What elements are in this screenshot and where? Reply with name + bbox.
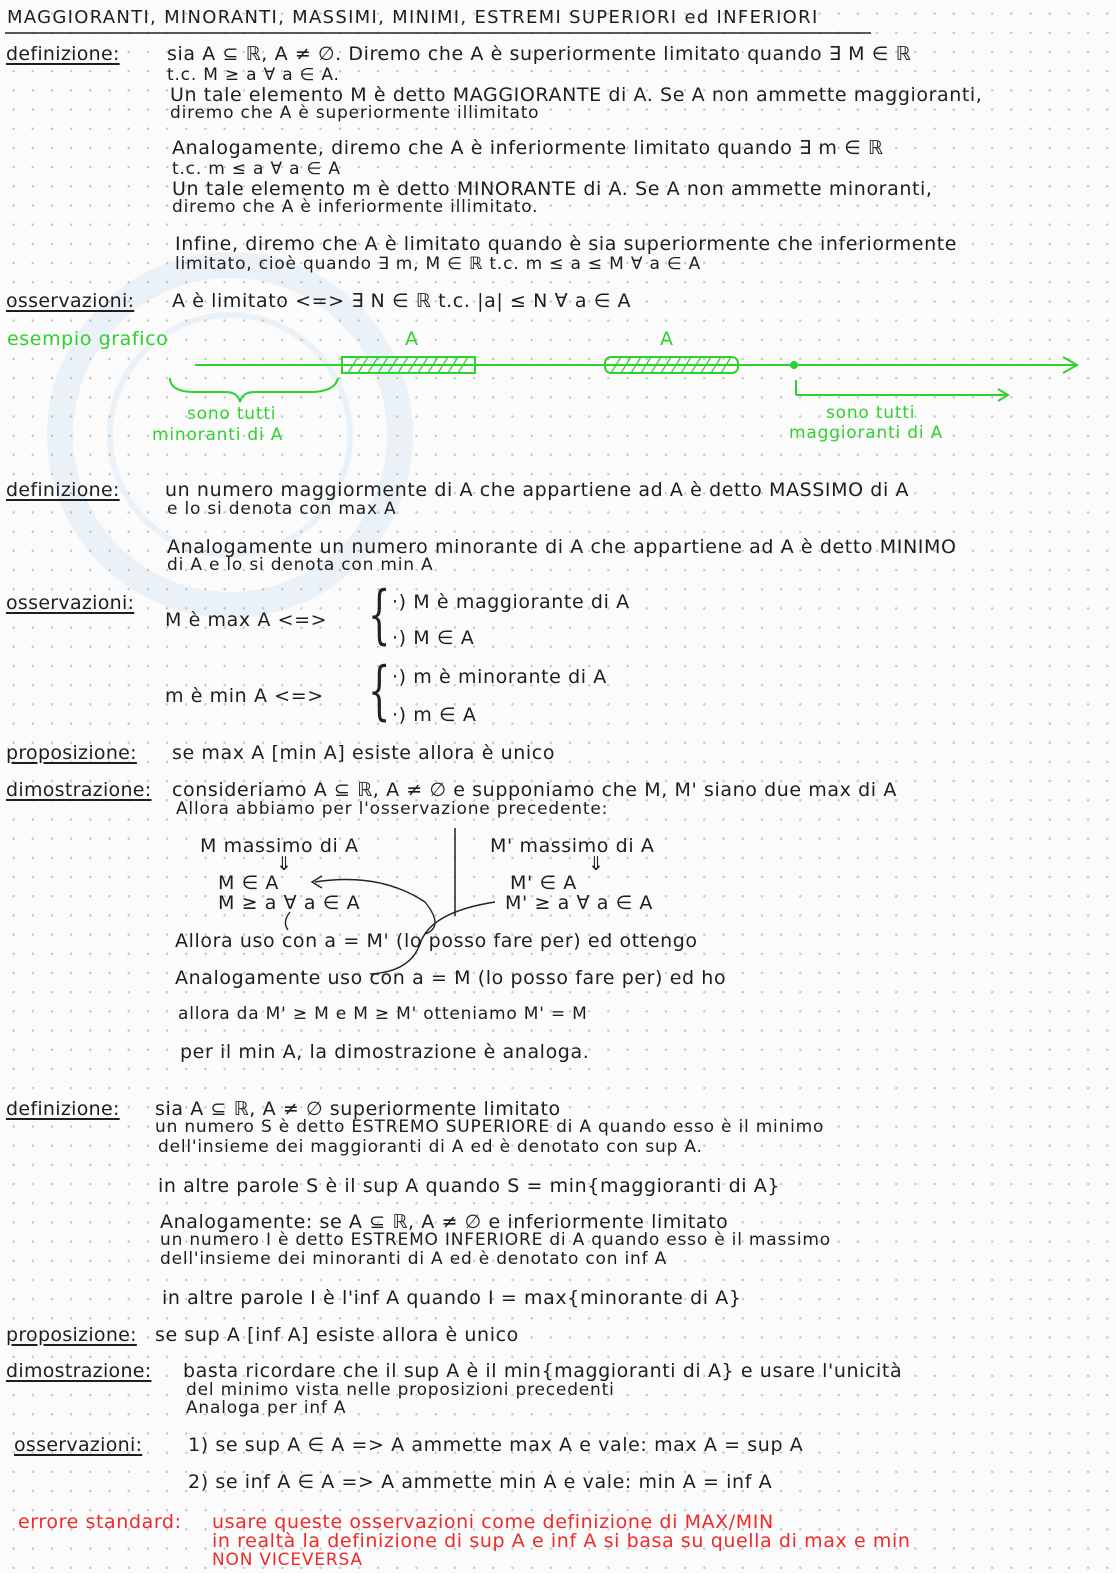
minoranti-brace [170,378,338,402]
def2-line-4: di A e lo si denota con min A [167,555,434,575]
left-caption-2: minoranti di A [152,425,284,445]
label-definizione-1: definizione: [6,43,120,65]
def3-line-6: un numero I è detto ESTREMO INFERIORE di A quando esso è il massimo [160,1230,831,1250]
left-caption-1: sono tutti [187,404,277,424]
label-definizione-3: definizione: [6,1098,120,1120]
def3-line-4: in altre parole S è il sup A quando S = min{maggioranti di A} [158,1175,781,1197]
label-dimostrazione-1: dimostrazione: [6,779,152,801]
label-osservazioni-3: osservazioni: [14,1434,143,1456]
errore-line-2: in realtà la definizione di sup A e inf A si basa su quella di max e min [212,1530,911,1552]
def3-line-7: dell'insieme dei minoranti di A ed è denotato con inf A [160,1249,668,1269]
label-osservazioni-1: osservazioni: [6,290,135,312]
dim2-line-1: basta ricordare che il sup A è il min{maggioranti di A} e usare l'unicità [183,1360,903,1382]
title-underline [5,31,875,35]
brace-min: { [368,654,391,728]
dim1-right-arrow: ⇓ [588,853,605,875]
def1-line-7: Un tale elemento m è detto MINORANTE di A. Se A non ammette minoranti, [172,178,933,200]
brace-max: { [368,578,391,652]
errore-line-1: usare queste osservazioni come definizione di MAX/MIN [212,1511,774,1533]
graph-set-label-1: A [405,328,419,350]
dim2-line-2: del minimo vista nelle proposizioni precedenti [186,1380,615,1400]
def3-line-8: in altre parole I è l'inf A quando I = max{minorante di A} [162,1287,742,1309]
dim1-line-6: per il min A, la dimostrazione è analoga. [180,1041,590,1063]
oss2-max-cond-2: ·) M ∈ A [392,627,475,649]
def1-line-3: Un tale elemento M è detto MAGGIORANTE di A. Se A non ammette maggioranti, [170,84,983,106]
def1-line-2: t.c. M ≥ a ∀ a ∈ A. [167,65,340,85]
def3-line-3: dell'insieme dei maggioranti di A ed è denotato con sup A. [158,1137,703,1157]
label-osservazioni-2: osservazioni: [6,592,135,614]
dim2-line-3: Analoga per inf A [186,1398,347,1418]
label-esempio-grafico: esempio grafico [7,328,169,350]
oss2-min-cond-1: ·) m è minorante di A [392,666,607,688]
def1-line-5: Analogamente, diremo che A è inferiormente limitato quando ∃ m ∈ ℝ [172,137,884,159]
label-dimostrazione-2: dimostrazione: [6,1360,152,1382]
def1-line-1: sia A ⊆ ℝ, A ≠ ∅. Diremo che A è superiormente limitato quando ∃ M ∈ ℝ [167,43,912,65]
oss3-line-1: 1) se sup A ∈ A => A ammette max A e vale: max A = sup A [188,1434,804,1456]
dim1-line-5: allora da M' ≥ M e M ≥ M' otteniamo M' = M [178,1004,588,1024]
oss2-min-cond-2: ·) m ∈ A [392,704,477,726]
prop1-text: se max A [min A] esiste allora è unico [172,742,556,764]
prop2-text: se sup A [inf A] esiste allora è unico [155,1324,519,1346]
dim1-left-a: M ∈ A [218,872,280,894]
def3-line-5: Analogamente: se A ⊆ ℝ, A ≠ ∅ e inferiormente limitato [160,1211,729,1233]
page-title: MAGGIORANTI, MINORANTI, MASSIMI, MINIMI, ESTREMI SUPERIORI ed INFERIORI [7,7,819,28]
oss1-text: A è limitato <=> ∃ N ∈ ℝ t.c. |a| ≤ N ∀ a ∈ A [172,290,632,312]
dim1-line-1: consideriamo A ⊆ ℝ, A ≠ ∅ e supponiamo che M, M' siano due max di A [172,779,897,801]
def2-line-2: e lo si denota con max A [167,499,397,519]
oss2-min-lhs: m è min A <=> [165,685,324,707]
def1-line-6: t.c. m ≤ a ∀ a ∈ A [172,159,341,179]
dim1-left-b: M ≥ a ∀ a ∈ A [218,892,361,914]
oss3-line-2: 2) se inf A ∈ A => A ammette min A e vale: min A = inf A [188,1471,773,1493]
right-caption-1: sono tutti [826,403,916,423]
label-proposizione-2: proposizione: [6,1324,137,1346]
def2-line-3: Analogamente un numero minorante di A che appartiene ad A è detto MINIMO [167,536,957,558]
def1-line-10: limitato, cioè quando ∃ m, M ∈ ℝ t.c. m ≤ a ≤ M ∀ a ∈ A [175,254,702,274]
label-proposizione-1: proposizione: [6,742,137,764]
dim1-right-b: M' ≥ a ∀ a ∈ A [505,892,654,914]
dim1-line-2: Allora abbiamo per l'osservazione precedente: [176,799,609,819]
sup-point [790,361,798,369]
oss2-max-lhs: M è max A <=> [165,609,328,631]
label-definizione-2: definizione: [6,479,120,501]
dim1-line-4: Analogamente uso con a = M (lo posso fare per) ed ho [175,967,727,989]
def1-line-9: Infine, diremo che A è limitato quando è sia superiormente che inferiormente [175,233,958,255]
oss2-max-cond-1: ·) M è maggiorante di A [392,591,630,613]
dim1-cross-arrows [270,872,490,982]
graph-set-label-2: A [660,328,674,350]
def3-line-2: un numero S è detto ESTREMO SUPERIORE di A quando esso è il minimo [155,1117,825,1137]
label-errore-standard: errore standard: [18,1511,182,1533]
def3-line-1: sia A ⊆ ℝ, A ≠ ∅ superiormente limitato [155,1098,561,1120]
def2-line-1: un numero maggiormente di A che appartiene ad A è detto MASSIMO di A [165,479,910,501]
def1-line-4: diremo che A è superiormente illimitato [170,103,540,123]
dim1-left-arrow: ⇓ [276,853,293,875]
dim1-line-3: Allora uso con a = M' (lo posso fare per) ed ottengo [175,930,698,952]
dim1-left-head: M massimo di A [200,835,359,857]
errore-line-3: NON VICEVERSA [212,1550,363,1570]
def1-line-8: diremo che A è inferiormente illimitato. [172,197,539,217]
dim1-right-head: M' massimo di A [490,835,655,857]
dim1-right-a: M' ∈ A [510,872,577,894]
right-caption-2: maggioranti di A [789,423,944,443]
